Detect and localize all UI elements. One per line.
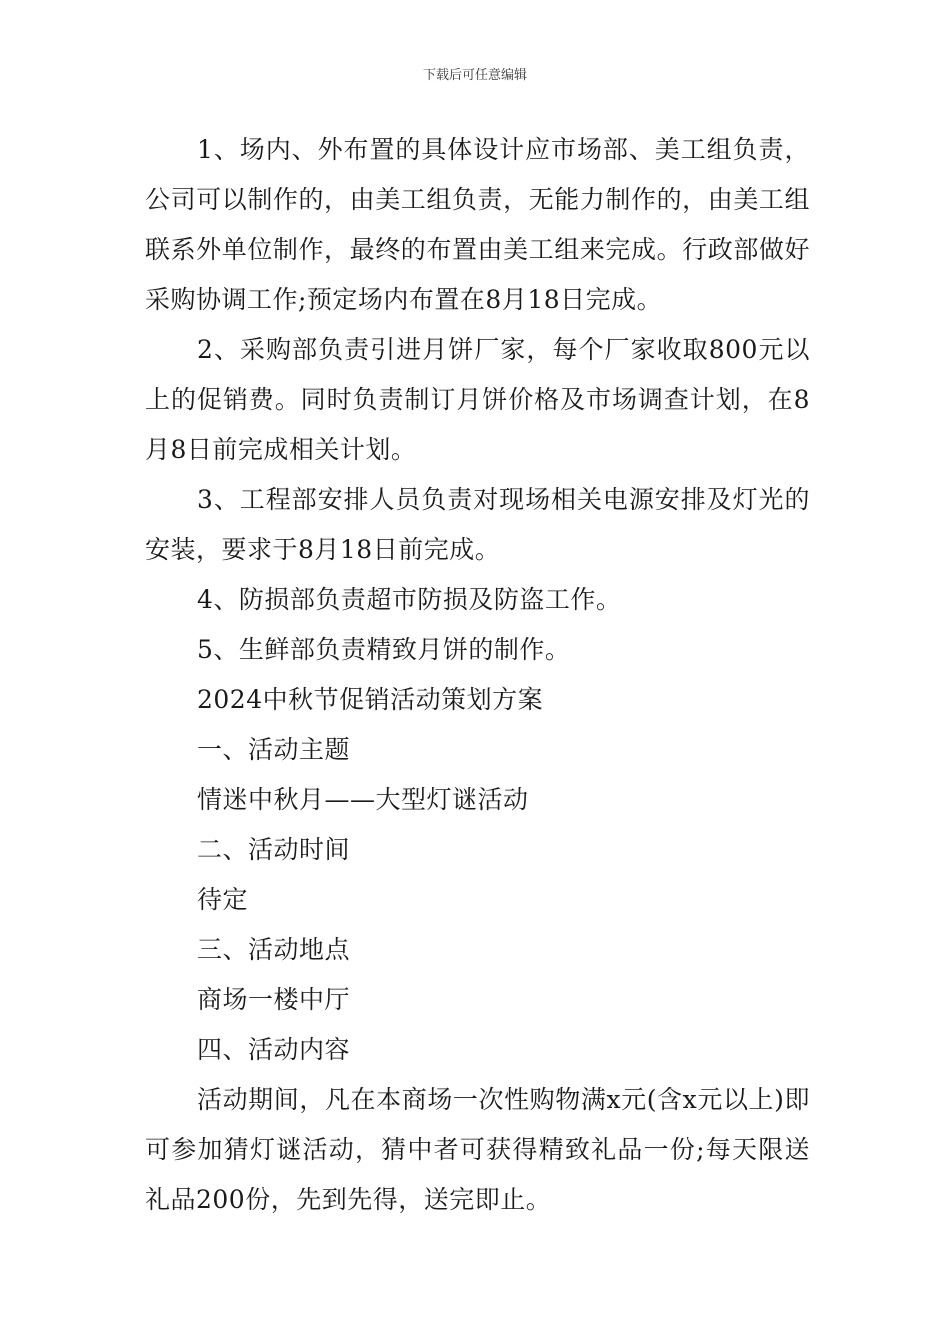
plan-title: 2024中秋节促销活动策划方案 bbox=[197, 685, 544, 714]
paragraph-loss-prevention-duties: 4、防损部负责超市防损及防盗工作。 bbox=[197, 585, 622, 614]
paragraph-layout-duties: 1、场内、外布置的具体设计应市场部、美工组负责，公司可以制作的，由美工组负责，无能力制作的，由美工组联系外单位制作，最终的布置由美工组来完成。行政部做好采购协调工作;预定场内布置在8月18日完成。 bbox=[145, 135, 810, 314]
time-text: 待定 bbox=[197, 885, 249, 914]
location-text: 商场一楼中厅 bbox=[197, 985, 351, 1014]
paragraph-purchasing-duties: 2、采购部负责引进月饼厂家，每个厂家收取800元以上的促销费。同时负责制订月饼价格及市场调查计划，在8月8日前完成相关计划。 bbox=[145, 335, 810, 464]
page-header: 下载后可任意编辑 bbox=[422, 68, 527, 83]
section-heading-theme: 一、活动主题 bbox=[197, 735, 351, 764]
section-heading-time: 二、活动时间 bbox=[197, 835, 351, 864]
paragraph-engineering-duties: 3、工程部安排人员负责对现场相关电源安排及灯光的安装，要求于8月18日前完成。 bbox=[145, 485, 810, 564]
paragraph-fresh-food-duties: 5、生鲜部负责精致月饼的制作。 bbox=[197, 635, 571, 664]
document-body bbox=[145, 125, 810, 1225]
content-text: 活动期间，凡在本商场一次性购物满x元(含x元以上)即可参加猜灯谜活动，猜中者可获得精致礼品一份;每天限送礼品200份，先到先得，送完即止。 bbox=[145, 1085, 810, 1214]
section-heading-content: 四、活动内容 bbox=[197, 1035, 351, 1064]
theme-text: 情迷中秋月——大型灯谜活动 bbox=[197, 785, 529, 814]
section-heading-location: 三、活动地点 bbox=[197, 935, 351, 964]
